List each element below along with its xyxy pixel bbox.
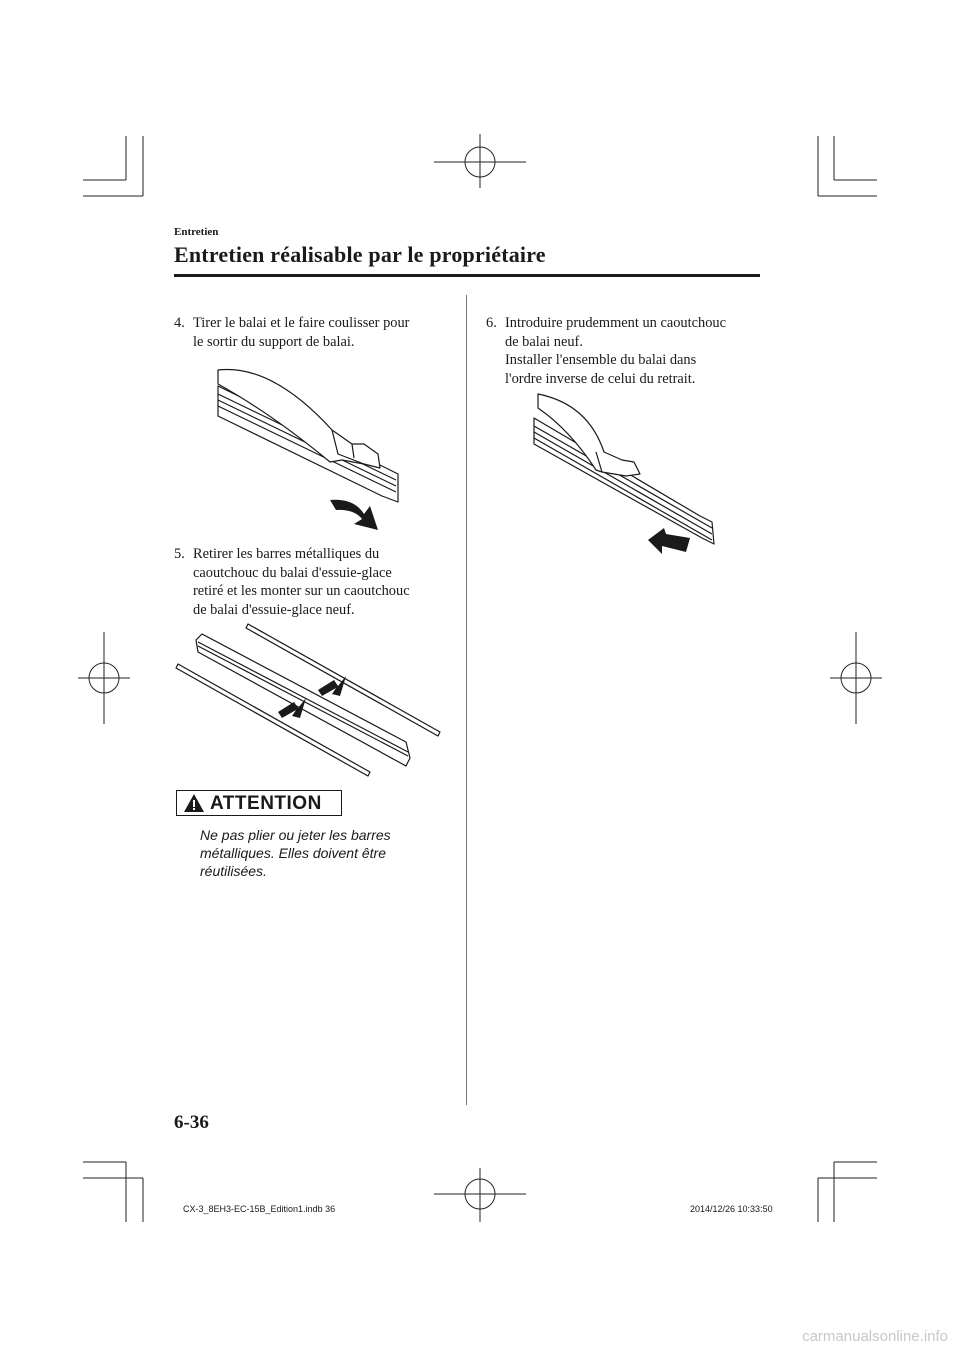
attention-text bbox=[200, 826, 430, 880]
step-6 bbox=[486, 314, 726, 388]
registration-target-top bbox=[434, 134, 526, 188]
attention-line: réutilisées. bbox=[200, 863, 267, 879]
registration-target-left bbox=[78, 632, 130, 724]
step-5 bbox=[174, 545, 410, 619]
footer-date: 2014/12/26 10:33:50 bbox=[690, 1204, 773, 1214]
attention-label: ATTENTION bbox=[210, 793, 322, 814]
column-divider bbox=[466, 295, 467, 1105]
page-number: 6-36 bbox=[174, 1112, 209, 1133]
step-line: de balai neuf. bbox=[505, 333, 583, 350]
metal-bars-illustration bbox=[174, 616, 446, 782]
step-number: 5. bbox=[174, 546, 185, 562]
step-line: de balai d'essuie-glace neuf. bbox=[193, 601, 355, 618]
registration-target-bottom bbox=[434, 1168, 526, 1222]
step-line: retiré et les monter sur un caoutchouc bbox=[193, 583, 410, 599]
wiper-blade-removal-illustration bbox=[212, 354, 412, 534]
watermark: carmanualsonline.info bbox=[802, 1328, 948, 1345]
step-line: le sortir du support de balai. bbox=[193, 333, 355, 350]
push-arrow-icon bbox=[330, 500, 378, 530]
step-line: Installer l'ensemble du balai dans bbox=[505, 352, 697, 368]
step-line: Tirer le balai et le faire coulisser pour bbox=[193, 315, 410, 331]
footer-file-info: CX-3_8EH3-EC-15B_Edition1.indb 36 bbox=[183, 1204, 336, 1214]
step-line: l'ordre inverse de celui du retrait. bbox=[505, 370, 696, 387]
warning-triangle-icon bbox=[183, 793, 205, 813]
push-arrow-icon bbox=[648, 528, 690, 554]
step-line: Retirer les barres métalliques du bbox=[193, 546, 380, 562]
section-label: Entretien bbox=[174, 226, 219, 238]
title-rule bbox=[174, 274, 760, 277]
attention-line: métalliques. Elles doivent être bbox=[200, 845, 386, 861]
attention-box bbox=[176, 790, 342, 816]
registration-target-right bbox=[830, 632, 882, 724]
attention-line: Ne pas plier ou jeter les barres bbox=[200, 827, 391, 843]
step-4 bbox=[174, 314, 409, 351]
step-line: Introduire prudemment un caoutchouc bbox=[505, 315, 726, 331]
step-number: 6. bbox=[486, 315, 497, 331]
step-number: 4. bbox=[174, 315, 185, 331]
wiper-blade-install-illustration bbox=[530, 388, 726, 564]
page-title: Entretien réalisable par le propriétaire bbox=[174, 242, 546, 267]
step-line: caoutchouc du balai d'essuie-glace bbox=[193, 564, 392, 581]
